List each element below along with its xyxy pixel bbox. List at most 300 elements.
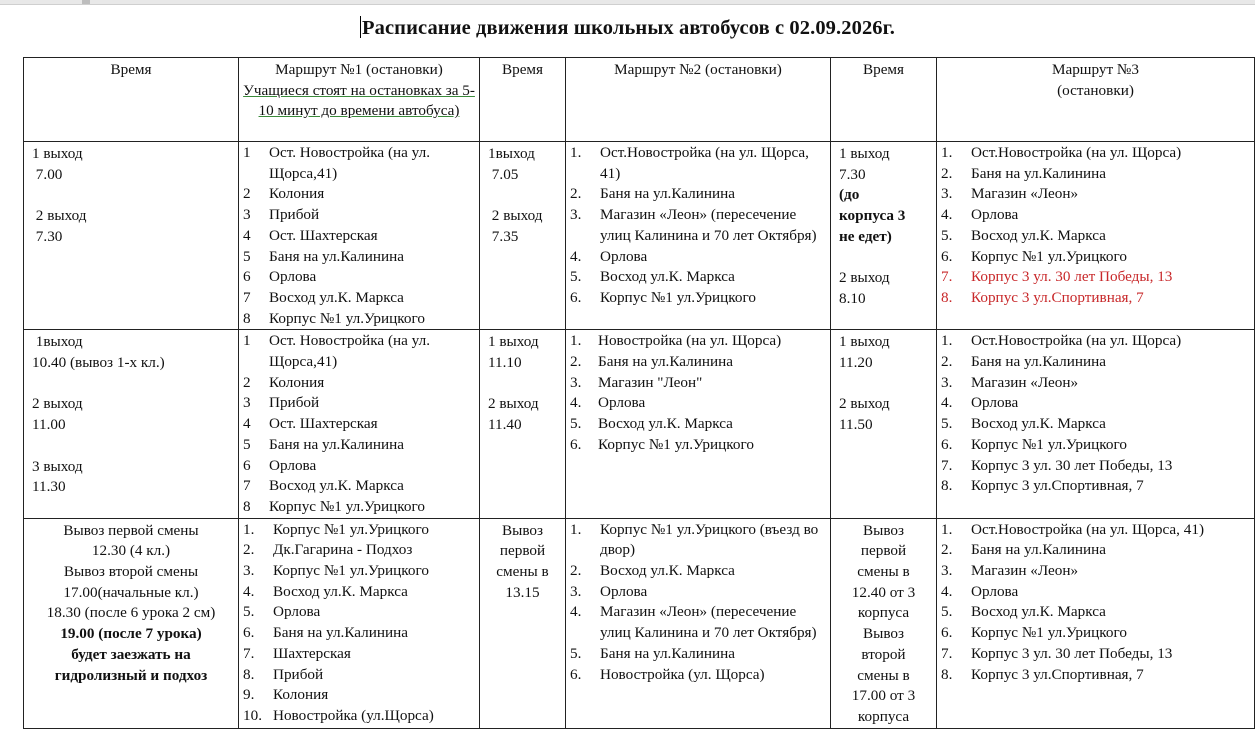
list-item: [243, 309, 477, 330]
list-item: [941, 540, 1252, 561]
stop-number: 4: [243, 226, 251, 244]
stop-name: Корпус 3 ул.Спортивная, 7: [971, 665, 1144, 683]
stop-number: 10.: [243, 706, 262, 724]
stop-number: 1.: [570, 144, 582, 161]
stop-number: 7: [243, 477, 251, 495]
list-item: [243, 143, 477, 184]
time-line: 12.40 от 3: [851, 583, 916, 601]
stop-name: Корпус №1 ул.Урицкого: [269, 497, 425, 515]
stop-name: Магазин «Леон»: [971, 562, 1079, 580]
stop-name: Ост. Новостройка (на ул. Щорса,41): [269, 144, 430, 182]
list-item: [941, 623, 1252, 644]
list-item: [243, 184, 477, 205]
header-route-3: [937, 58, 1255, 142]
time-line: Вывоз: [863, 625, 904, 643]
list-item: [570, 184, 828, 205]
time-line: 2 выход: [488, 207, 543, 225]
table-row: [24, 330, 1255, 518]
list-item: [941, 414, 1252, 435]
stop-list: [937, 519, 1254, 686]
stop-name: Корпус 3 ул. 30 лет Победы, 13: [971, 268, 1173, 286]
stop-name: Баня на ул.Калинина: [600, 644, 735, 662]
stop-name: Баня на ул.Калинина: [273, 624, 408, 642]
stop-name: Орлова: [600, 247, 648, 265]
time-line: второй: [861, 645, 906, 663]
stop-number: 4.: [941, 394, 953, 412]
header-time-1: [24, 58, 239, 142]
list-item: [941, 352, 1252, 373]
header-time-2-label: Время: [501, 61, 544, 78]
list-item: [243, 582, 477, 603]
stop-name: Восход ул.К. Маркса: [598, 415, 733, 433]
stop-name: Корпус №1 ул.Урицкого: [971, 247, 1127, 265]
stop-number: 2.: [243, 541, 255, 559]
list-item: [570, 288, 828, 309]
stop-number: 4.: [570, 394, 582, 412]
stop-name: Корпус №1 ул.Урицкого: [598, 435, 754, 453]
route-cell: [239, 142, 480, 330]
stop-number: 6.: [243, 624, 255, 642]
stop-name: Ост. Новостройка (на ул. Щорса,41): [269, 332, 430, 371]
stop-name: Корпус 3 ул.Спортивная, 7: [971, 477, 1144, 495]
stop-number: 2.: [570, 562, 582, 580]
header-row: [24, 58, 1255, 142]
time-line: (до: [839, 186, 860, 204]
time-line: 7.35: [488, 227, 519, 245]
time-line: корпуса: [857, 707, 910, 725]
stop-name: Баня на ул.Калинина: [598, 353, 733, 371]
stop-number: 4.: [570, 247, 582, 265]
list-item: [570, 352, 828, 373]
list-item: [941, 331, 1252, 352]
stop-number: 8.: [941, 665, 953, 683]
list-item: [941, 435, 1252, 456]
route-cell: [937, 518, 1255, 728]
time-line: смены в: [857, 666, 910, 684]
stop-number: 1.: [570, 332, 582, 350]
header-route-1-note: Учащиеся стоят на остановках за 5-10 минут до времени автобуса): [243, 81, 475, 120]
header-route-1-label: Маршрут №1 (остановки): [275, 61, 443, 78]
list-item: [941, 143, 1252, 164]
header-time-2: [480, 58, 566, 142]
stop-number: 2.: [941, 353, 953, 371]
time-line: смены в: [857, 563, 910, 581]
time-line: 11.10: [488, 354, 522, 372]
stop-number: 1.: [941, 520, 953, 538]
stop-name: Ост.Новостройка (на ул. Щорса): [971, 332, 1182, 350]
stop-number: 4: [243, 415, 251, 433]
time-line: 8.10: [839, 289, 866, 307]
stop-name: Корпус №1 ул.Урицкого: [971, 435, 1127, 453]
route-cell: [239, 330, 480, 518]
stop-number: 3.: [941, 562, 953, 580]
stop-number: 2.: [941, 164, 953, 182]
stop-number: 5.: [941, 603, 953, 621]
list-item: [243, 288, 477, 309]
schedule-table: [23, 57, 1255, 729]
stop-name: Ост.Новостройка (на ул. Щорса, 41): [971, 520, 1205, 538]
stop-name: Баня на ул.Калинина: [269, 435, 404, 453]
list-item: [570, 602, 828, 643]
time-note-bold: 19.00 (после 7 урока): [60, 625, 202, 643]
stop-number: 8: [243, 309, 251, 327]
time-line: 10.40 (вывоз 1-х кл.): [32, 354, 165, 372]
list-item: [570, 205, 828, 246]
time-line: 7.30: [32, 227, 63, 245]
stop-number: 5.: [941, 415, 953, 433]
stop-name: Прибой: [273, 665, 324, 683]
list-item: [243, 520, 477, 541]
stop-number: 8: [243, 497, 251, 515]
list-item: [941, 164, 1252, 185]
route-cell: [566, 142, 831, 330]
list-item: [941, 267, 1252, 288]
stop-name: Корпус №1 ул.Урицкого: [273, 562, 429, 580]
list-item: [570, 393, 828, 414]
list-item: [243, 414, 477, 435]
stop-name: Новостройка (ул.Щорса): [273, 706, 434, 724]
stop-name: Восход ул.К. Маркса: [600, 562, 735, 580]
stop-number: 7.: [941, 644, 953, 662]
time-note-bold: гидролизный и подхоз: [54, 666, 208, 684]
stop-number: 3.: [941, 373, 953, 391]
list-item: [941, 373, 1252, 394]
stop-list: [937, 330, 1254, 497]
time-cell: [831, 518, 937, 728]
list-item: [941, 393, 1252, 414]
stop-name: Прибой: [269, 206, 320, 224]
time-line: 2 выход: [839, 395, 890, 413]
stop-number: 1.: [941, 144, 953, 161]
time-line: 11.40: [488, 416, 522, 434]
list-item: [243, 226, 477, 247]
header-route-3-label: Маршрут №3 (остановки): [1051, 61, 1140, 99]
stop-name: Корпус №1 ул.Урицкого: [273, 520, 429, 538]
list-item: [941, 644, 1252, 665]
list-item: [570, 665, 828, 686]
time-line: 7.05: [488, 165, 519, 183]
list-item: [243, 497, 477, 518]
stop-name: Баня на ул.Калинина: [269, 247, 404, 265]
stop-name: Магазин "Леон": [598, 373, 703, 391]
list-item: [941, 476, 1252, 497]
stop-list: [239, 142, 479, 329]
stop-name: Магазин «Леон»: [971, 373, 1079, 391]
time-line: Вывоз: [863, 521, 904, 539]
stop-number: 2: [243, 373, 251, 391]
list-item: [243, 665, 477, 686]
time-line: первой: [499, 542, 546, 560]
stop-number: 7: [243, 288, 251, 306]
header-route-2-label: Маршрут №2 (остановки): [614, 61, 782, 78]
stop-number: 1: [243, 332, 251, 350]
stop-number: 6.: [570, 288, 582, 306]
stop-list: [566, 330, 830, 455]
list-item: [941, 582, 1252, 603]
time-line: 1выход: [32, 333, 83, 351]
ruler: [0, 0, 1255, 5]
list-item: [243, 205, 477, 226]
list-item: [243, 623, 477, 644]
stop-list: [566, 519, 830, 686]
stop-number: 1: [243, 144, 251, 161]
list-item: [941, 184, 1252, 205]
stop-number: 3.: [941, 185, 953, 203]
time-line: 2 выход: [32, 395, 83, 413]
time-line: корпуса: [857, 604, 910, 622]
list-item: [243, 540, 477, 561]
stop-name: Восход ул.К. Маркса: [273, 582, 408, 600]
stop-number: 9.: [243, 686, 255, 704]
route-cell: [937, 142, 1255, 330]
route-cell: [566, 518, 831, 728]
stop-name: Корпус 3 ул. 30 лет Победы, 13: [971, 456, 1173, 474]
stop-number: 7.: [941, 456, 953, 474]
time-cell: [24, 518, 239, 728]
stop-name: Орлова: [971, 582, 1019, 600]
stop-name: Орлова: [971, 206, 1019, 224]
time-line: Вывоз первой смены: [63, 521, 199, 539]
time-line: 18.30 (после 6 урока 2 см): [46, 604, 216, 622]
stop-name: Ост.Новостройка (на ул. Щорса, 41): [600, 144, 809, 182]
stop-number: 1.: [941, 332, 953, 350]
list-item: [941, 561, 1252, 582]
stop-name: Дк.Гагарина - Подхоз: [273, 541, 413, 559]
time-line: [32, 185, 238, 206]
header-time-1-label: Время: [110, 61, 152, 78]
time-line: 2 выход: [839, 269, 890, 287]
time-cell: [480, 518, 566, 728]
time-line: 3 выход: [32, 457, 83, 475]
route-cell: [239, 518, 480, 728]
list-item: [570, 644, 828, 665]
time-cell: [480, 330, 566, 518]
stop-number: 6.: [941, 435, 953, 453]
time-line: 1 выход: [32, 145, 83, 162]
stop-name: Баня на ул.Калинина: [971, 353, 1106, 371]
route-cell: [937, 330, 1255, 518]
time-line: [32, 436, 238, 457]
list-item: [243, 644, 477, 665]
stop-name: Колония: [269, 373, 325, 391]
list-item: [243, 561, 477, 582]
stop-number: 6: [243, 456, 251, 474]
stop-name: Корпус №1 ул.Урицкого (въезд во двор): [600, 520, 819, 559]
stop-number: 4.: [941, 582, 953, 600]
time-line: 17.00 от 3: [851, 687, 916, 705]
header-time-3-label: Время: [862, 61, 905, 78]
stop-name: Магазин «Леон»: [971, 185, 1079, 203]
time-line: смены в: [496, 563, 549, 581]
stop-name: Восход ул.К. Маркса: [971, 226, 1106, 244]
stop-name: Корпус №1 ул.Урицкого: [600, 288, 756, 306]
stop-number: 3.: [570, 582, 582, 600]
stop-name: Восход ул.К. Маркса: [971, 603, 1106, 621]
time-cell: [480, 142, 566, 330]
time-line: 7.30: [839, 165, 866, 183]
stop-number: 3.: [570, 206, 582, 224]
stop-number: 6: [243, 268, 251, 286]
stop-number: 6.: [941, 247, 953, 265]
list-item: [941, 288, 1252, 309]
stop-name: Восход ул.К. Маркса: [600, 268, 735, 286]
list-item: [941, 247, 1252, 268]
time-line: Вывоз: [502, 521, 543, 539]
stop-number: 5.: [243, 603, 255, 621]
stop-name: Новостройка (на ул. Щорса): [598, 332, 782, 350]
stop-list: [937, 142, 1254, 309]
stop-name: Орлова: [269, 268, 317, 286]
stop-name: Ост.Новостройка (на ул. Щорса): [971, 144, 1182, 161]
list-item: [243, 476, 477, 497]
stop-name: Корпус 3 ул. 30 лет Победы, 13: [971, 644, 1173, 662]
stop-list: [566, 142, 830, 309]
list-item: [941, 205, 1252, 226]
stop-name: Шахтерская: [273, 644, 351, 662]
time-line: 11.50: [839, 416, 873, 434]
list-item: [243, 393, 477, 414]
time-line: корпуса 3: [839, 207, 906, 225]
header-time-3: [831, 58, 937, 142]
list-item: [570, 247, 828, 268]
time-line: не едет): [839, 227, 892, 245]
stop-number: 1.: [243, 520, 255, 538]
stop-number: 8.: [941, 288, 953, 306]
time-line: 1 выход: [488, 333, 539, 351]
list-item: [570, 520, 828, 561]
time-line: 1 выход: [839, 333, 890, 351]
stop-number: 4.: [941, 206, 953, 224]
title-text: Расписание движения школьных автобусов с 02.09.2026г.: [362, 17, 895, 39]
stop-number: 5: [243, 247, 251, 265]
list-item: [570, 414, 828, 435]
list-item: [570, 331, 828, 352]
stop-name: Орлова: [598, 394, 646, 412]
list-item: [941, 602, 1252, 623]
stop-number: 2: [243, 185, 251, 203]
table-row: [24, 142, 1255, 330]
stop-name: Корпус №1 ул.Урицкого: [971, 624, 1127, 642]
list-item: [243, 267, 477, 288]
stop-number: 7.: [941, 268, 953, 286]
stop-number: 3.: [243, 562, 255, 580]
list-item: [570, 561, 828, 582]
stop-name: Орлова: [269, 456, 317, 474]
stop-list: [239, 330, 479, 517]
stop-name: Магазин «Леон» (пересечение улиц Калинина и 70 лет Октября): [600, 206, 817, 244]
stop-number: 2.: [570, 185, 582, 203]
list-item: [941, 456, 1252, 477]
stop-number: 5.: [570, 644, 582, 662]
list-item: [570, 582, 828, 603]
time-line: 17.00(начальные кл.): [63, 583, 199, 601]
time-line: [488, 374, 565, 395]
time-line: [488, 185, 565, 206]
page-title: [0, 16, 1255, 40]
list-item: [243, 706, 477, 727]
stop-number: 3.: [570, 373, 582, 391]
stop-number: 8.: [941, 477, 953, 495]
stop-number: 6.: [570, 665, 582, 683]
list-item: [941, 520, 1252, 541]
time-cell: [831, 330, 937, 518]
table-row: [24, 518, 1255, 728]
stop-name: Баня на ул.Калинина: [971, 541, 1106, 559]
time-cell: [24, 330, 239, 518]
list-item: [941, 665, 1252, 686]
stop-name: Корпус 3 ул.Спортивная, 7: [971, 288, 1144, 306]
time-line: 7.00: [32, 165, 63, 183]
stop-list: [239, 519, 479, 727]
stop-name: Орлова: [971, 394, 1019, 412]
time-line: 11.00: [32, 416, 66, 434]
stop-number: 5: [243, 435, 251, 453]
stop-number: 2.: [941, 541, 953, 559]
list-item: [243, 685, 477, 706]
stop-number: 8.: [243, 665, 255, 683]
time-line: 12.30 (4 кл.): [91, 542, 171, 560]
stop-name: Магазин «Леон» (пересечение улиц Калинина и 70 лет Октября): [600, 603, 817, 642]
list-item: [243, 602, 477, 623]
header-route-1: [239, 58, 480, 142]
list-item: [243, 456, 477, 477]
stop-name: Ост. Шахтерская: [269, 415, 378, 433]
time-line: 11.30: [32, 478, 66, 496]
list-item: [570, 143, 828, 184]
stop-number: 3: [243, 394, 251, 412]
stop-name: Колония: [273, 686, 329, 704]
stop-name: Колония: [269, 185, 325, 203]
list-item: [243, 331, 477, 372]
stop-number: 4.: [243, 582, 255, 600]
stop-number: 5.: [570, 415, 582, 433]
time-line: [839, 248, 936, 269]
list-item: [570, 373, 828, 394]
time-line: 1выход: [488, 145, 535, 162]
header-route-2: [566, 58, 831, 142]
stop-name: Восход ул.К. Маркса: [269, 288, 404, 306]
stop-name: Прибой: [269, 394, 320, 412]
time-line: Вывоз второй смены: [63, 563, 199, 581]
stop-number: 1.: [570, 520, 582, 538]
stop-number: 6.: [570, 435, 582, 453]
stop-number: 5.: [941, 226, 953, 244]
list-item: [570, 267, 828, 288]
ruler-marker[interactable]: [82, 0, 90, 4]
list-item: [243, 435, 477, 456]
stop-number: 7.: [243, 644, 255, 662]
time-cell: [24, 142, 239, 330]
time-line: 11.20: [839, 354, 873, 372]
stop-number: 3: [243, 206, 251, 224]
time-line: 13.15: [505, 583, 540, 601]
list-item: [941, 226, 1252, 247]
stop-name: Восход ул.К. Маркса: [971, 415, 1106, 433]
stop-name: Орлова: [273, 603, 321, 621]
stop-name: Ост. Шахтерская: [269, 226, 378, 244]
stop-name: Баня на ул.Калинина: [600, 185, 735, 203]
stop-number: 6.: [941, 624, 953, 642]
stop-name: Новостройка (ул. Щорса): [600, 665, 765, 683]
stop-number: 4.: [570, 603, 582, 621]
stop-name: Орлова: [600, 582, 648, 600]
time-line: [32, 374, 238, 395]
stop-number: 5.: [570, 268, 582, 286]
time-note-bold: будет заезжать на: [71, 645, 191, 663]
time-line: первой: [860, 542, 907, 560]
list-item: [243, 373, 477, 394]
list-item: [243, 247, 477, 268]
